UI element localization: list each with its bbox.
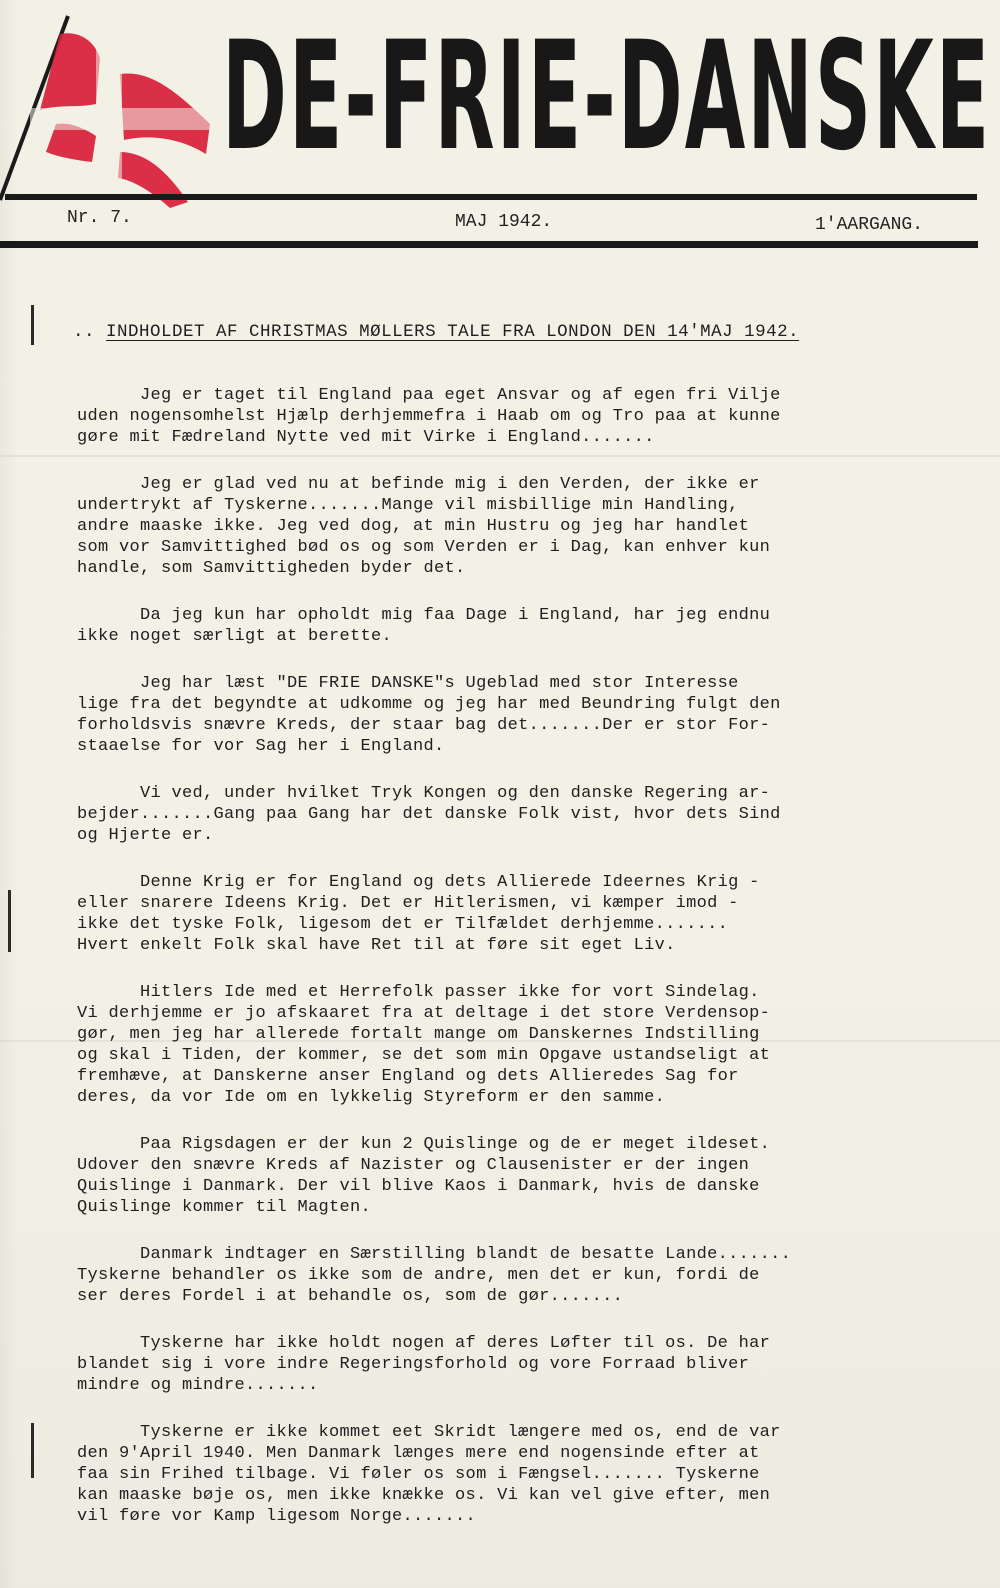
paragraph-line: Tyskerne behandler os ikke som de andre, men det er kun, fordi de [77, 1266, 760, 1285]
masthead-rule-bottom [0, 241, 978, 248]
article-paragraph [77, 673, 937, 757]
paragraph-line: Jeg har læst "DE FRIE DANSKE"s Ugeblad med stor Interesse [77, 674, 739, 693]
article-paragraph [77, 1244, 937, 1307]
paragraph-line: fremhæve, at Danskerne anser England og dets Allieredes Sag for [77, 1067, 739, 1086]
article-paragraph [77, 474, 937, 579]
paragraph-line: Quislinge kommer til Magten. [77, 1198, 372, 1217]
paragraph-line: handle, som Samvittigheden byder det. [77, 559, 466, 578]
article-paragraph [77, 605, 937, 647]
paragraph-line: forholdsvis snævre Kreds, der staar bag det.......Der er stor For- [77, 716, 771, 735]
paragraph-line: bejder.......Gang paa Gang har det danske Folk vist, hvor dets Sind [77, 805, 781, 824]
article-body [77, 385, 937, 1527]
article-paragraph [77, 1333, 937, 1396]
paragraph-line: Vi ved, under hvilket Tryk Kongen og den danske Regering ar- [77, 784, 771, 803]
paragraph-line: Quislinge i Danmark. Der vil blive Kaos i Danmark, hvis de danske [77, 1177, 760, 1196]
paragraph-line: Udover den snævre Kreds af Nazister og Clausenister er der ingen [77, 1156, 750, 1175]
danish-flag-icon [0, 12, 225, 212]
paragraph-line: Denne Krig er for England og dets Allierede Ideernes Krig - [77, 873, 760, 892]
paragraph-line: ikke det tyske Folk, ligesom det er Tilfældet derhjemme....... [77, 915, 729, 934]
article-paragraph [77, 872, 937, 956]
binder-mark [8, 890, 11, 952]
paragraph-line: den 9'April 1940. Men Danmark længes mere end nogensinde efter at [77, 1444, 760, 1463]
paragraph-line: og Hjerte er. [77, 826, 214, 845]
paragraph-line: faa sin Frihed tilbage. Vi føler os som i Fængsel....... Tyskerne [77, 1465, 760, 1484]
masthead-rule-top [5, 194, 977, 200]
paragraph-line: lige fra det begyndte at udkomme og jeg har med Beundring fulgt den [77, 695, 781, 714]
paragraph-line: eller snarere Ideens Krig. Det er Hitlerismen, vi kæmper imod - [77, 894, 739, 913]
paragraph-line: og skal i Tiden, der kommer, se det som min Opgave ustandseligt at [77, 1046, 771, 1065]
paragraph-line: kan maaske bøje os, men ikke knække os. Vi kan vel give efter, men [77, 1486, 771, 1505]
paragraph-line: uden nogensomhelst Hjælp derhjemmefra i Haab om og Tro paa at kunne [77, 407, 781, 426]
paragraph-line: Tyskerne har ikke holdt nogen af deres Løfter til os. De har [77, 1334, 771, 1353]
article-paragraph [77, 1422, 937, 1527]
paragraph-line: Jeg er taget til England paa eget Ansvar og af egen fri Vilje [77, 386, 781, 405]
paragraph-line: ser deres Fordel i at behandle os, som de gør....... [77, 1287, 624, 1306]
paragraph-line: ikke noget særligt at berette. [77, 627, 393, 646]
issue-year: 1'AARGANG. [815, 215, 924, 235]
paragraph-line: Jeg er glad ved nu at befinde mig i den Verden, der ikke er [77, 475, 760, 494]
issue-line [0, 205, 1000, 235]
paragraph-line: Vi derhjemme er jo afskaaret fra at deltage i det store Verdensop- [77, 1004, 771, 1023]
paragraph-line: Danmark indtager en Særstilling blandt de besatte Lande....... [77, 1245, 792, 1264]
paragraph-line: deres, da vor Ide om en lykkelig Styreform er den samme. [77, 1088, 666, 1107]
paragraph-line: som vor Samvittighed bød os og som Verden er i Dag, kan enhver kun [77, 538, 771, 557]
paragraph-line: mindre og mindre....... [77, 1376, 319, 1395]
issue-number: Nr. 7. [67, 208, 132, 228]
headline-text: INDHOLDET AF CHRISTMAS MØLLERS TALE FRA LONDON DEN 14'MAJ 1942. [106, 322, 800, 342]
binder-mark [31, 305, 34, 345]
paragraph-line: staaelse for vor Sag her i England. [77, 737, 445, 756]
paragraph-line: gøre mit Fædreland Nytte ved mit Virke i England....... [77, 428, 655, 447]
paragraph-line: Da jeg kun har opholdt mig faa Dage i England, har jeg endnu [77, 606, 771, 625]
paragraph-line: blandet sig i vore indre Regeringsforhold og vore Forraad bliver [77, 1355, 750, 1374]
paragraph-line: Hitlers Ide med et Herrefolk passer ikke for vort Sindelag. [77, 983, 760, 1002]
article-paragraph [77, 982, 937, 1108]
paragraph-line: Paa Rigsdagen er der kun 2 Quislinge og de er meget ildeset. [77, 1135, 771, 1154]
headline-lead: .. [73, 322, 96, 342]
paragraph-line: Hvert enkelt Folk skal have Ret til at føre sit eget Liv. [77, 936, 676, 955]
paragraph-line: vil føre vor Kamp ligesom Norge....... [77, 1507, 477, 1526]
article-headline [73, 322, 923, 342]
paragraph-line: gør, men jeg har allerede fortalt mange om Danskernes Indstilling [77, 1025, 760, 1044]
binder-mark [31, 1423, 34, 1478]
article-paragraph [77, 1134, 937, 1218]
article-paragraph [77, 783, 937, 846]
paragraph-line: Tyskerne er ikke kommet eet Skridt længere med os, end de var [77, 1423, 781, 1442]
issue-date: MAJ 1942. [455, 212, 553, 232]
article-paragraph [77, 385, 937, 448]
masthead-title-container [222, 22, 992, 172]
masthead-title: DE-FRIE-DANSKE [222, 22, 992, 172]
paragraph-line: undertrykt af Tyskerne.......Mange vil misbillige min Handling, [77, 496, 739, 515]
paragraph-line: andre maaske ikke. Jeg ved dog, at min Hustru og jeg har handlet [77, 517, 750, 536]
